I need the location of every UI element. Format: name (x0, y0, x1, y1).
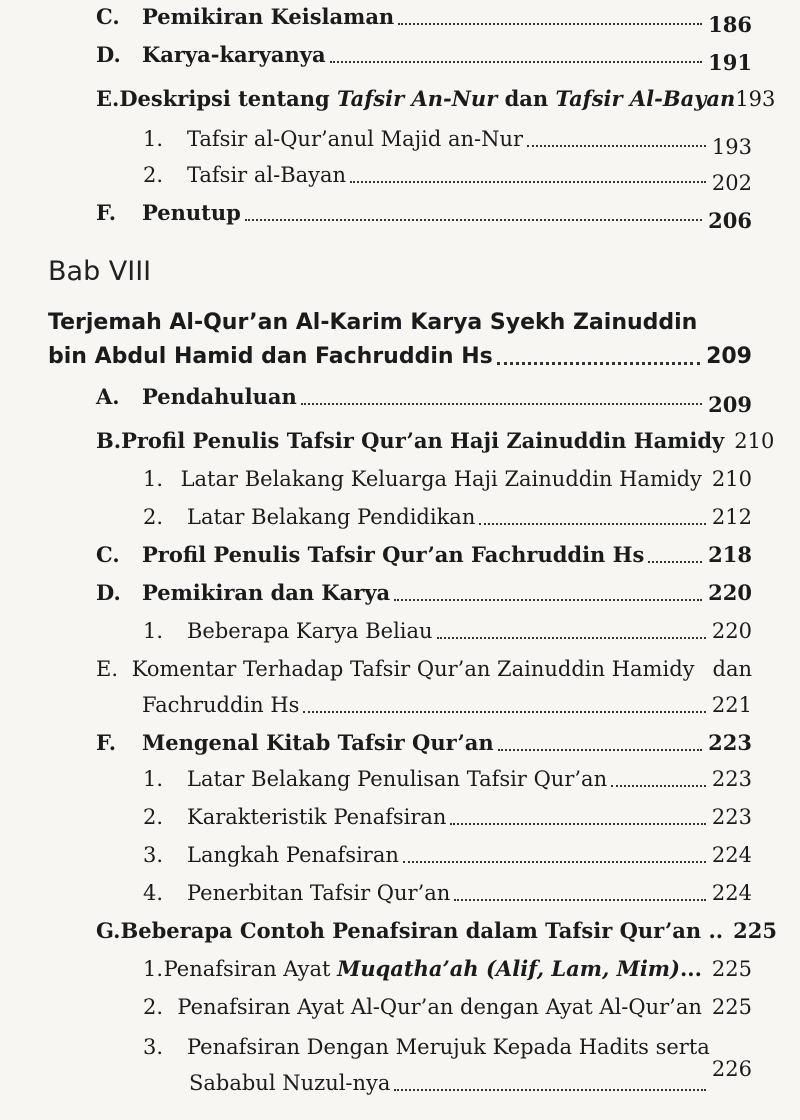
toc-entry-a-pendahuluan[interactable] (96, 384, 752, 417)
entry-title: Penafsiran Ayat Al-Qur’an dengan Ayat Al-Qur’an (177, 995, 702, 1019)
entry-title: Profil Penulis Tafsir Qur’an Haji Zainuddin Hamidy (121, 428, 725, 453)
toc-entry-d-karya-karyanya[interactable] (96, 42, 752, 75)
dot-leader (437, 637, 706, 639)
entry-page-number: 226 (711, 1057, 752, 1081)
entry-page-number: 191 (708, 50, 752, 75)
dot-leader (350, 181, 706, 183)
entry-page-number: 224 (711, 881, 752, 905)
entry-letter: D. (96, 42, 121, 67)
dot-leader (398, 23, 702, 25)
dot-leader (479, 523, 706, 525)
toc-entry-e-komentar[interactable] (96, 656, 752, 682)
toc-entry-e-deskripsi[interactable] (96, 86, 776, 112)
entry-title: Pemikiran Keislaman (142, 4, 395, 29)
entry-title: Beberapa Contoh Penafsiran dalam Tafsir Qur’an .. (120, 918, 724, 943)
entry-title: Karakteristik Penafsiran (187, 805, 447, 829)
chapter-title-line1: Terjemah Al-Qur’an Al-Karim Karya Syekh Zainuddin (48, 310, 698, 335)
entry-title-line1: Komentar Terhadap Tafsir Qur’an Zainuddin Hamidy (131, 657, 695, 681)
toc-subentry-tafsir-an-nur[interactable] (143, 126, 752, 159)
entry-title: Penutup (142, 200, 241, 225)
entry-page-number: 209 (706, 344, 752, 369)
entry-title: Deskripsi tentang Tafsir An-Nur dan Tafsir Al-Bayan193 (119, 86, 776, 111)
toc-subentry-muqathaah[interactable] (143, 956, 752, 982)
entry-page-number: 223 (711, 767, 752, 791)
entry-page-number: 220 (711, 619, 752, 643)
toc-entry-e-komentar-cont[interactable] (142, 692, 752, 718)
dot-leader (303, 711, 705, 713)
entry-title: Langkah Penafsiran (187, 843, 399, 867)
entry-number: 2. (143, 995, 164, 1019)
entry-number: 1. (143, 467, 164, 491)
entry-number: 1. (143, 127, 164, 151)
entry-page-number: 186 (708, 12, 752, 37)
toc-subentry-ayat-dengan-ayat[interactable] (143, 994, 752, 1020)
dot-leader (527, 145, 706, 147)
toc-entry-c-profil-fachruddin[interactable] (96, 542, 752, 568)
entry-page-number: 223 (711, 805, 752, 829)
entry-title: Latar Belakang Keluarga Haji Zainuddin Hamidy (180, 467, 702, 491)
entry-page-number: 225 (711, 957, 752, 981)
entry-title-line2: Sababul Nuzul-nya (189, 1071, 391, 1095)
entry-page-number: 210 (711, 467, 752, 491)
entry-title: Penafsiran Ayat Muqatha’ah (Alif, Lam, Mim)... (163, 956, 702, 981)
entry-letter: C. (96, 542, 120, 567)
dot-leader (394, 599, 702, 601)
entry-title: Pemikiran dan Karya (142, 580, 391, 605)
toc-subentry-langkah[interactable] (143, 842, 752, 868)
entry-page-number: 225 (711, 995, 752, 1019)
entry-page-number: 212 (711, 505, 752, 529)
entry-page-number: 223 (708, 730, 752, 755)
entry-page-number: 224 (711, 843, 752, 867)
dot-leader (498, 749, 703, 751)
entry-title: Penerbitan Tafsir Qur’an (187, 881, 451, 905)
entry-title: Tafsir al-Bayan (187, 163, 347, 187)
toc-subentry-penerbitan[interactable] (143, 880, 752, 906)
entry-title: Mengenal Kitab Tafsir Qur’an (142, 730, 494, 755)
entry-letter: G. (96, 918, 121, 943)
dot-leader (403, 861, 706, 863)
toc-subentry-karakteristik[interactable] (143, 804, 752, 830)
entry-title-line1: Penafsiran Dengan Merujuk Kepada Hadits serta (187, 1035, 710, 1059)
entry-number: 1. (143, 957, 164, 981)
entry-title: Tafsir al-Qur’anul Majid an-Nur (187, 127, 524, 151)
toc-subentry-karya-beliau[interactable] (143, 618, 752, 644)
toc-subentry-latar-keluarga[interactable] (143, 466, 752, 492)
entry-number: 2. (143, 805, 164, 829)
dot-leader (301, 403, 702, 405)
toc-entry-d-pemikiran-karya[interactable] (96, 580, 752, 606)
entry-page-number: 220 (708, 580, 752, 605)
dot-leader (648, 561, 702, 563)
toc-subentry-hadits-cont[interactable] (189, 1057, 752, 1096)
toc-subentry-tafsir-al-bayan[interactable] (143, 162, 752, 195)
entry-title: Latar Belakang Pendidikan (187, 505, 476, 529)
toc-subentry-latar-pendidikan[interactable] (143, 504, 752, 530)
entry-number: 1. (143, 619, 164, 643)
entry-page-number: 218 (708, 542, 752, 567)
dot-leader (394, 1089, 705, 1091)
dot-leader (611, 785, 706, 787)
entry-letter: D. (96, 580, 121, 605)
toc-entry-f-penutup[interactable] (96, 200, 752, 233)
entry-number: 2. (143, 505, 164, 529)
toc-entry-f-mengenal-kitab[interactable] (96, 730, 752, 756)
entry-letter: C. (96, 4, 120, 29)
entry-letter: A. (96, 384, 120, 409)
toc-entry-b-profil-zainuddin[interactable] (96, 428, 775, 454)
entry-title: Pendahuluan (142, 384, 297, 409)
entry-title-line2: Fachruddin Hs (142, 693, 300, 717)
entry-page-number: 193 (711, 135, 752, 159)
entry-number: 4. (143, 881, 164, 905)
toc-entry-c-pemikiran-keislaman[interactable] (96, 4, 752, 37)
entry-number: 1. (143, 767, 164, 791)
entry-page-number: 221 (711, 693, 752, 717)
entry-letter: B. (96, 428, 122, 453)
toc-subentry-latar-penulisan[interactable] (143, 766, 752, 792)
entry-number: 3. (143, 843, 164, 867)
dot-leader (245, 219, 702, 221)
entry-page-number: 209 (708, 392, 752, 417)
entry-page-number: 225 (733, 918, 777, 943)
dot-leader (454, 899, 706, 901)
entry-number: 2. (143, 163, 164, 187)
entry-title-tail: dan (712, 657, 752, 681)
chapter-label: Bab VIII (48, 256, 152, 287)
dot-leader (450, 823, 705, 825)
entry-title: Karya-karyanya (142, 42, 326, 67)
entry-letter: F. (96, 730, 117, 755)
entry-page-number: 202 (711, 171, 752, 195)
entry-title: Latar Belakang Penulisan Tafsir Qur’an (187, 767, 608, 791)
entry-title: Profil Penulis Tafsir Qur’an Fachruddin Hs (142, 542, 645, 567)
entry-letter: F. (96, 200, 117, 225)
entry-page-number: 193 (735, 87, 776, 111)
dot-leader (497, 362, 700, 365)
chapter-title-line2: bin Abdul Hamid dan Fachruddin Hs (48, 344, 493, 369)
toc-entry-g-contoh-penafsiran[interactable] (96, 918, 777, 944)
toc-subentry-hadits[interactable] (143, 1034, 752, 1060)
entry-letter: E. (96, 657, 119, 681)
dot-leader (330, 61, 703, 63)
chapter-title-entry[interactable] (48, 342, 752, 372)
entry-number: 3. (143, 1035, 164, 1059)
entry-page-number: 206 (708, 208, 752, 233)
entry-letter: E. (96, 86, 120, 111)
entry-title: Beberapa Karya Beliau (187, 619, 433, 643)
entry-page-number: 210 (734, 429, 775, 453)
